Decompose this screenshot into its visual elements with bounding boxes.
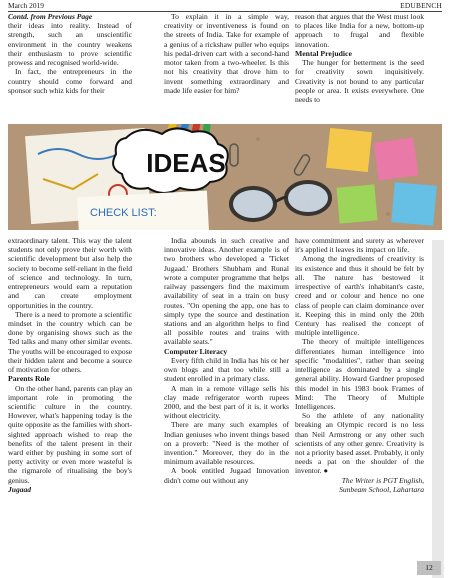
paragraph: Among the ingredients of creativity is its existence and thus it should be felt by all. The nature has bestowed it irrespective of earth's inhabitant's caste, creed and or colour and hence no one class of people can claim dominance over it. Keeping this in mind only the 20th Century has realised the concept of multiple intelligence. [295,254,424,338]
side-margin-strip [432,240,444,578]
checklist-text: CHECK LIST: [90,207,157,219]
author-school: Sunbeam School, Lahartara [339,484,424,494]
ideas-illustration [8,124,442,230]
section-heading: Jugaad [8,484,32,494]
paragraph: There are many such examples of Indian geniuses who invent things based on a proverb: "Need is the mother of invention." Moreover, they do in the minimum available resources. [164,420,289,467]
paragraph: Contd. from Previous Page [8,12,93,21]
paragraph: In fact, the entrepreneurs in the country should come forward and sponsor such whiz kids for their [8,67,132,95]
paragraph: have commitment and surety as wherever it's applied it leaves its impact on life. [295,236,424,255]
section-heading: Mental Prejudice [295,48,352,58]
issue-date: March 2019 [8,1,44,10]
paragraph: India abounds in such creative and innovative ideas. Another example is of two brothers who developed a 'Ticket Jugaad.' Brothers Shubham and Runal wrote a computer programme that helps railway passengers find the maximum availability of seat in a train on busy routes. "On opening the app, one has to simply type the source and destination stations and an algorithm helps to find all possible routes and trains with available seats." [164,236,289,347]
paragraph: extraordinary talent. This way the talent students not only prove their worth with scientific development but also help the society to become self-reliant in the field of science and technology. In turn, entrepreneurs would earn a reputation and can create employment opportunities in the country. [8,236,132,310]
paragraph: So the athlete of any nationality breaking an Olympic record is no less than Neil Armstrong or any other such scientists of any other genre. Creativity is not a priority based asset. Probably, it only needs a pat on the shoulder of the inventor. ● [295,411,424,476]
paragraph: There is a need to promote a scientific mindset in the country which can be done by organising shows such as the Ted talks and many other similar events. The youths will be encouraged to expose their hidden talent and become a source of motivation for others. [8,309,132,375]
bottom-column-3 [295,236,424,494]
top-column-1 [8,12,132,95]
author-note: The Writer is PGT English, [341,475,424,485]
ideas-artwork [8,124,442,230]
publication-name: EDUBENCH [400,1,442,10]
section-heading: Computer Literacy [164,346,228,356]
page-header [8,1,442,11]
top-column-2 [164,12,289,95]
checklist-paper [77,191,209,230]
paragraph: A book entitled Jugaad Innovation didn't come out without any [164,466,289,485]
ideas-text: IDEAS [146,148,226,178]
paragraph: The hunger for betterment is the seed for creativity sown inquisitively. Creativity is not bound to any particular people or area. It exists everywhere. One needs to [295,58,424,104]
section-heading: Parents Role [8,374,50,384]
paragraph: On the other hand, parents can play an important role in promoting the scientific culture in the country. However, what's happening today is the quite opposite as the families with short-sighted approach wished to reap the benefits of the talent present in their ward either by pushing in some sort of petty activity or even more wasteful is the rigmarole of ritualising the boy's genius. [8,383,132,485]
paragraph: The theory of multiple intelligences differentiates human intelligence into specific "modalities", rather than seeing intelligence as dominated by a single general ability. Howard Gardner proposed this model in his 1983 book Frames of Mind: The Theory of Multiple Intelligences. [295,337,424,411]
page-number: 12 [417,561,441,575]
paragraph: A man in a remote village sells his clay made refrigerator worth rupees 2000, and the best part of it is, it works without electricity. [164,383,289,421]
paragraph: To explain it in a simple way, creativity or inventiveness is found on the streets of India. Take for example of a genius of a rickshaw puller who equips his pedal-driven cart with a second-hand motor taken from a two-wheeler. Is this not his creativity that drove him to invent something extraordinary and made life easier for him? [164,12,289,95]
paragraph: their ideas into reality. Instead of strength, such an unscientific environment in the country weakens their enthusiasm to prove scientific prowess and recognised world-wide. [8,21,132,68]
paragraph: Every fifth child in India has his or her own blogs and that too while still a student enrolled in a primary class. [164,355,289,384]
top-column-3 [295,12,424,104]
paragraph: reason that argues that the West must look to places like India for a new, bottom-up approach to frugal and flexible innovation. [295,12,424,49]
bottom-column-2 [164,236,289,485]
bottom-column-1 [8,236,132,494]
